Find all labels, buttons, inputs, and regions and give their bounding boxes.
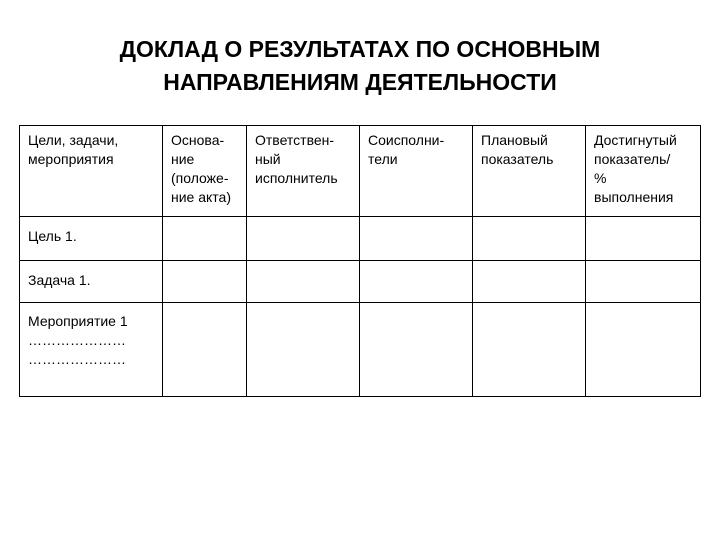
table-cell: [247, 303, 360, 397]
table-cell: [163, 217, 247, 261]
table-cell: [163, 261, 247, 303]
table-cell: [247, 217, 360, 261]
table-cell: [586, 261, 701, 303]
row-label-task: Задача 1.: [20, 261, 163, 303]
table-header-row: [20, 126, 701, 217]
table-row: [20, 261, 701, 303]
table-cell: [473, 217, 586, 261]
table-cell: [163, 303, 247, 397]
header-cell-responsible: Ответствен- ный исполнитель: [247, 126, 360, 217]
row-label-goal: Цель 1.: [20, 217, 163, 261]
header-cell-achieved: Достигнутый показатель/ % выполнения: [586, 126, 701, 217]
table-cell: [360, 217, 473, 261]
table-row: [20, 217, 701, 261]
table-cell: [586, 303, 701, 397]
report-table: [19, 125, 701, 397]
page-title: [0, 33, 720, 99]
table-row: [20, 303, 701, 397]
table-cell: [360, 261, 473, 303]
row-label-activity: Мероприятие 1 ………………… …………………: [20, 303, 163, 397]
table-cell: [586, 217, 701, 261]
table-cell: [360, 303, 473, 397]
header-cell-goals: Цели, задачи, мероприятия: [20, 126, 163, 217]
header-cell-planned: Плановый показатель: [473, 126, 586, 217]
header-cell-coexecutors: Соисполни- тели: [360, 126, 473, 217]
title-line-2: НАПРАВЛЕНИЯМ ДЕЯТЕЛЬНОСТИ: [163, 69, 557, 95]
header-cell-basis: Основа- ние (положе- ние акта): [163, 126, 247, 217]
table-cell: [473, 261, 586, 303]
title-line-1: ДОКЛАД О РЕЗУЛЬТАТАХ ПО ОСНОВНЫМ: [119, 36, 601, 62]
table-cell: [247, 261, 360, 303]
table-cell: [473, 303, 586, 397]
